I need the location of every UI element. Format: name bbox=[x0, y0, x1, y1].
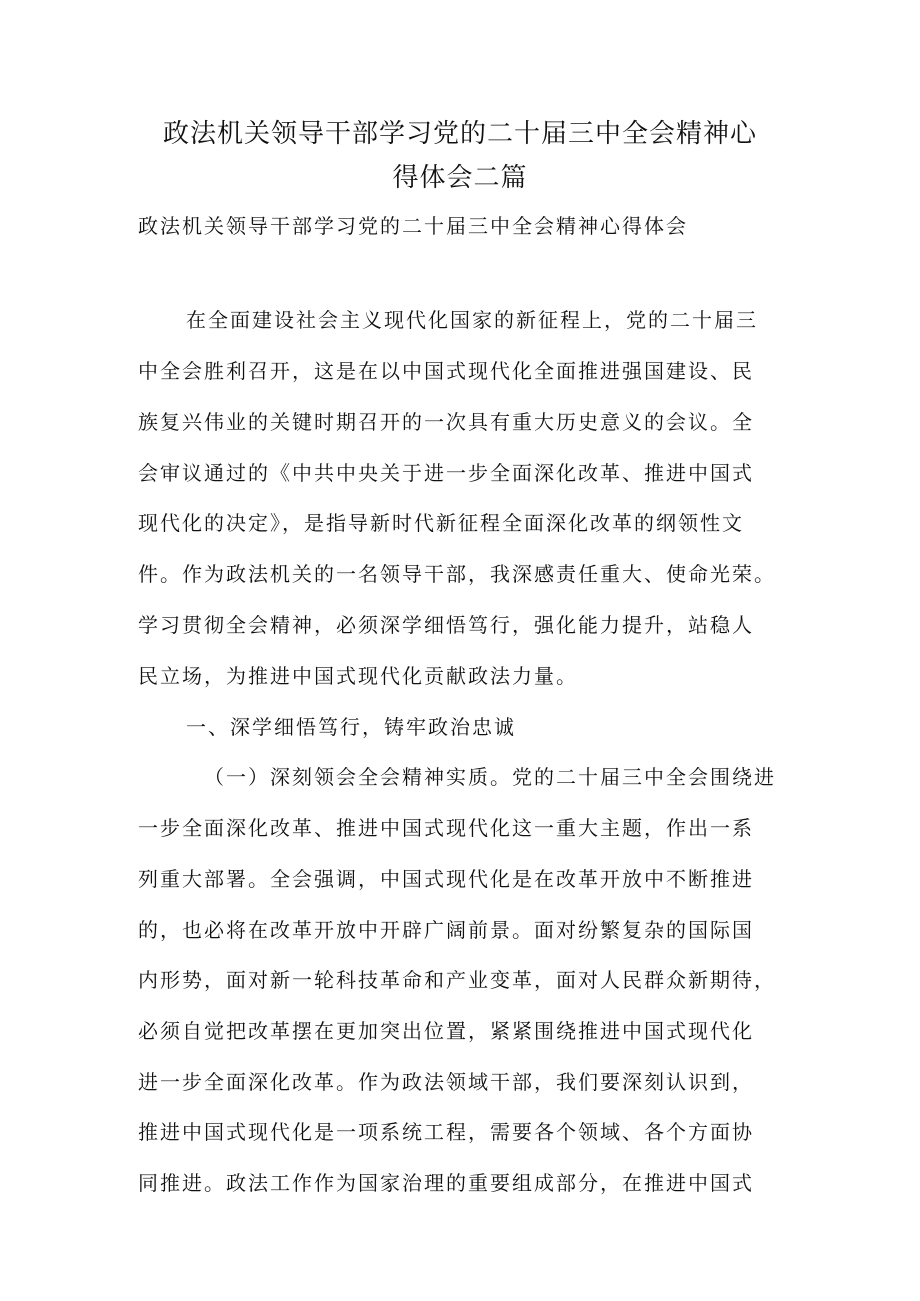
paragraph-line: 一步全面深化改革、推进中国式现代化这一重大主题，作出一系 bbox=[138, 816, 754, 840]
paragraph-line: 现代化的决定》，是指导新时代新征程全面深化改革的纲领性文 bbox=[138, 511, 744, 535]
paragraph-line: 会审议通过的《中共中央关于进一步全面深化改革、推进中国式 bbox=[138, 461, 754, 485]
document-subtitle: 政法机关领导干部学习党的二十届三中全会精神心得体会 bbox=[138, 214, 688, 238]
paragraph-line: 在全面建设社会主义现代化国家的新征程上，党的二十届三 bbox=[186, 308, 758, 332]
paragraph-line: 同推进。政法工作作为国家治理的重要组成部分，在推进中国式 bbox=[138, 1171, 754, 1195]
paragraph-line: 民立场，为推进中国式现代化贡献政法力量。 bbox=[138, 664, 578, 688]
paragraph-line: 必须自觉把改革摆在更加突出位置，紧紧围绕推进中国式现代化 bbox=[138, 1019, 754, 1043]
paragraph-line: 内形势，面对新一轮科技革命和产业变革，面对人民群众新期待， bbox=[138, 968, 776, 992]
paragraph-line: 中全会胜利召开，这是在以中国式现代化全面推进强国建设、民 bbox=[138, 359, 754, 383]
paragraph-line: 进一步全面深化改革。作为政法领域干部，我们要深刻认识到， bbox=[138, 1070, 754, 1094]
document-title-line-2: 得体会二篇 bbox=[392, 163, 528, 193]
document-title-line-1: 政法机关领导干部学习党的二十届三中全会精神心 bbox=[162, 119, 757, 149]
paragraph-line: 列重大部署。全会强调，中国式现代化是在改革开放中不断推进 bbox=[138, 867, 754, 891]
paragraph-line: 推进中国式现代化是一项系统工程，需要各个领域、各个方面协 bbox=[138, 1120, 754, 1144]
paragraph-line: （一）深刻领会全会精神实质。党的二十届三中全会围绕进 bbox=[204, 765, 776, 789]
section-heading-1: 一、深学细悟笃行，铸牢政治忠诚 bbox=[186, 715, 516, 739]
paragraph-line: 的，也必将在改革开放中开辟广阔前景。面对纷繁复杂的国际国 bbox=[138, 918, 754, 942]
paragraph-line: 族复兴伟业的关键时期召开的一次具有重大历史意义的会议。全 bbox=[138, 410, 754, 434]
paragraph-line: 学习贯彻全会精神，必须深学细悟笃行，强化能力提升，站稳人 bbox=[138, 613, 754, 637]
paragraph-line: 件。作为政法机关的一名领导干部，我深感责任重大、使命光荣。 bbox=[138, 562, 776, 586]
